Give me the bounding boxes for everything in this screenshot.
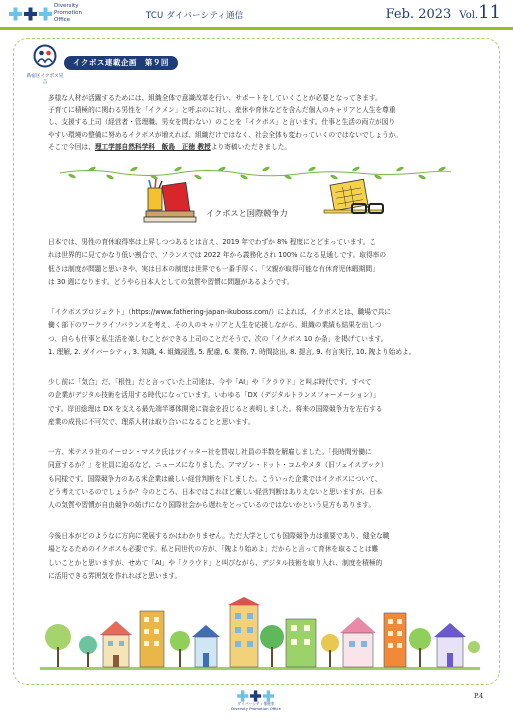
footer-office: [222, 702, 290, 711]
vol-label: Vol.: [459, 10, 479, 21]
author-name: 理工学部自然科学科 飯島 正徳 教授: [94, 142, 211, 151]
paragraph-line: も同様です。国際競争力のある米企業は厳しい経営判断を下しました。こういった企業ではイクボスについて、: [48, 474, 382, 483]
paragraph-line: の企業がデジタル技術を活用する時代になっています。いわゆる「DX（デジタルトランスフォーメーション）」: [48, 391, 380, 400]
issue-info: [386, 2, 501, 23]
intro-line: し、支援する上司（経営者・管理職、男女を問わない）のことを「イクボス」と言います。仕事と生活の両立が図り: [48, 118, 396, 127]
paragraph-line: 少し前に「気合」だ、「根性」だと言っていた上司達は、今や「AI」や「クラウド」と叫ぶ時代です。すべて: [48, 378, 372, 386]
body-paragraph-4: [48, 446, 471, 512]
paragraph-line: 日本では、男性の育休取得率は上昇しつつあるとは言え、2019 年でわずか 8% 程度にとどまっています。こ: [48, 238, 377, 246]
intro-line: やすい環境の整備に努めるイクボスが増えれば、組織だけではなく、社会全体も変わっていくのではないでしょうか。: [48, 130, 403, 139]
paragraph-line: どう考えているのでしょうか？今のところ、日本ではこれほど厳しい経営判断はありえないと思いますが、日本: [48, 487, 383, 496]
intro-paragraph: [48, 92, 471, 153]
ikuboss-project-logo-icon: [33, 44, 57, 72]
newsletter-title: TCU ダイバーシティ通信: [146, 11, 244, 21]
diversity-office-logo-icon: [9, 4, 53, 24]
intro-line: 子育てに積極的に関わる男性を「イクメン」と呼ぶのに対し、産休や育休などを含んだ個人のキャリアと人生を尊重: [48, 106, 396, 115]
books-and-pens-icon: [140, 178, 200, 224]
page-number: P.4: [474, 692, 484, 700]
footer-office-en: Diversity Promotion Office: [231, 705, 281, 711]
header: [0, 0, 513, 28]
paragraph-line: 1. 理解, 2. ダイバーシティ, 3. 知識, 4. 組織浸透, 5. 配慮, 6. 業務, 7. 時間捻出, 8. 提言, 9. 有言実行, 10. 隗より始めよ。: [48, 347, 416, 356]
paragraph-line: 低さは制度が問題と思いきや、実は日本の制度は世界でも一番手厚く、「父親が取得可能な有休育児休暇期間」: [48, 264, 379, 273]
intro-line: そこで今回は、理工学部自然科学科 飯島 正徳 教授より寄稿いただきました。: [48, 142, 292, 151]
paragraph-line: です。岸田総理は DX を支える最先端半導体開発に資金を投じると表明しました。将来の国際競争力を左右する: [48, 404, 383, 413]
paragraph-line: は 30 週になります。どうやら日本人としての気質や習慣に問題があるようです。: [48, 277, 294, 286]
paragraph-line: 一方、米テスラ社のイーロン・マスク氏はツイッター社を買収し社員の半数を解雇しました。「長時間労働に: [48, 448, 372, 456]
paragraph-line: 働く部下のワークライフバランスを考え、その人のキャリアと人生を応援しながら、組織の業績も結果を出しつ: [48, 321, 382, 330]
paragraph-line: 今後日本がどのようなに方向に発展するかはわかりません。ただ大学としても国際競争力は重要であり、健全な職: [48, 532, 390, 540]
footer-office-jp: ダイバーシティ推進室: [237, 701, 275, 706]
calendar-and-glasses-icon: [318, 178, 388, 222]
body-paragraph-2: [48, 306, 471, 359]
series-banner: イクボス連載企画 第９回: [64, 56, 178, 70]
vine-divider: [58, 164, 453, 184]
body-paragraph-5: [48, 530, 471, 583]
issue-date: Feb. 2023: [385, 7, 452, 22]
paragraph-line: 産業の成長に不可欠で、理系人材は取り合いになることと思います。: [48, 417, 255, 426]
section-heading: イクボスと国際競争力: [206, 208, 288, 218]
paragraph-line: 「イクボスプロジェクト」（https://www.fathering-japan-ikuboss.com/）によれば、イクボスとは、職場で共に: [48, 308, 392, 316]
office-name: Diversity Promotion Office: [54, 3, 82, 23]
body-paragraph-3: [48, 376, 471, 429]
paragraph-line: に活用できる雰囲気を作れればと思います。: [48, 571, 182, 580]
paragraph-line: しいことかと思いますが、せめて「AI」や「クラウド」と叫びながら、デジタル技術を取り入れ、制度を積極的: [48, 558, 383, 567]
paragraph-line: つ、自らも仕事と私生活を楽しむことができる上司のことだそうで、次の「イクボス 10 か条」を掲げています。: [48, 334, 388, 343]
header-rule: [0, 27, 513, 30]
paragraph-line: れは世界的に見てかなり低い割合で、フランスでは 2022 年から義務化され 100% になる見通しです。取得率の: [48, 251, 387, 260]
paragraph-line: 同意するか？」を社員に迫るなど、ニュースになりました。アマゾン・ドット・コムやメタ（旧フェイスブック）: [48, 461, 388, 470]
town-illustration-icon: [40, 597, 480, 677]
body-paragraph-1: [48, 236, 471, 289]
vol-number: 11: [478, 2, 501, 23]
paragraph-line: 人の気質や習慣が自由競争の妨げになり国際社会から遅れをとっているのではないかという見方もあります。: [48, 501, 376, 510]
ikuboss-logo-caption: 新宿区イクボス宣言: [26, 74, 64, 85]
intro-line: 多様な人材が活躍するためには、組織全体で意識改革を行い、サポートをしていくことが必要となってきます。: [48, 94, 382, 102]
paragraph-line: 場となるためのイクボスも必要です。私と同世代の方が、「隗より始めよ」だからと言って育休を取ることは難: [48, 545, 379, 554]
